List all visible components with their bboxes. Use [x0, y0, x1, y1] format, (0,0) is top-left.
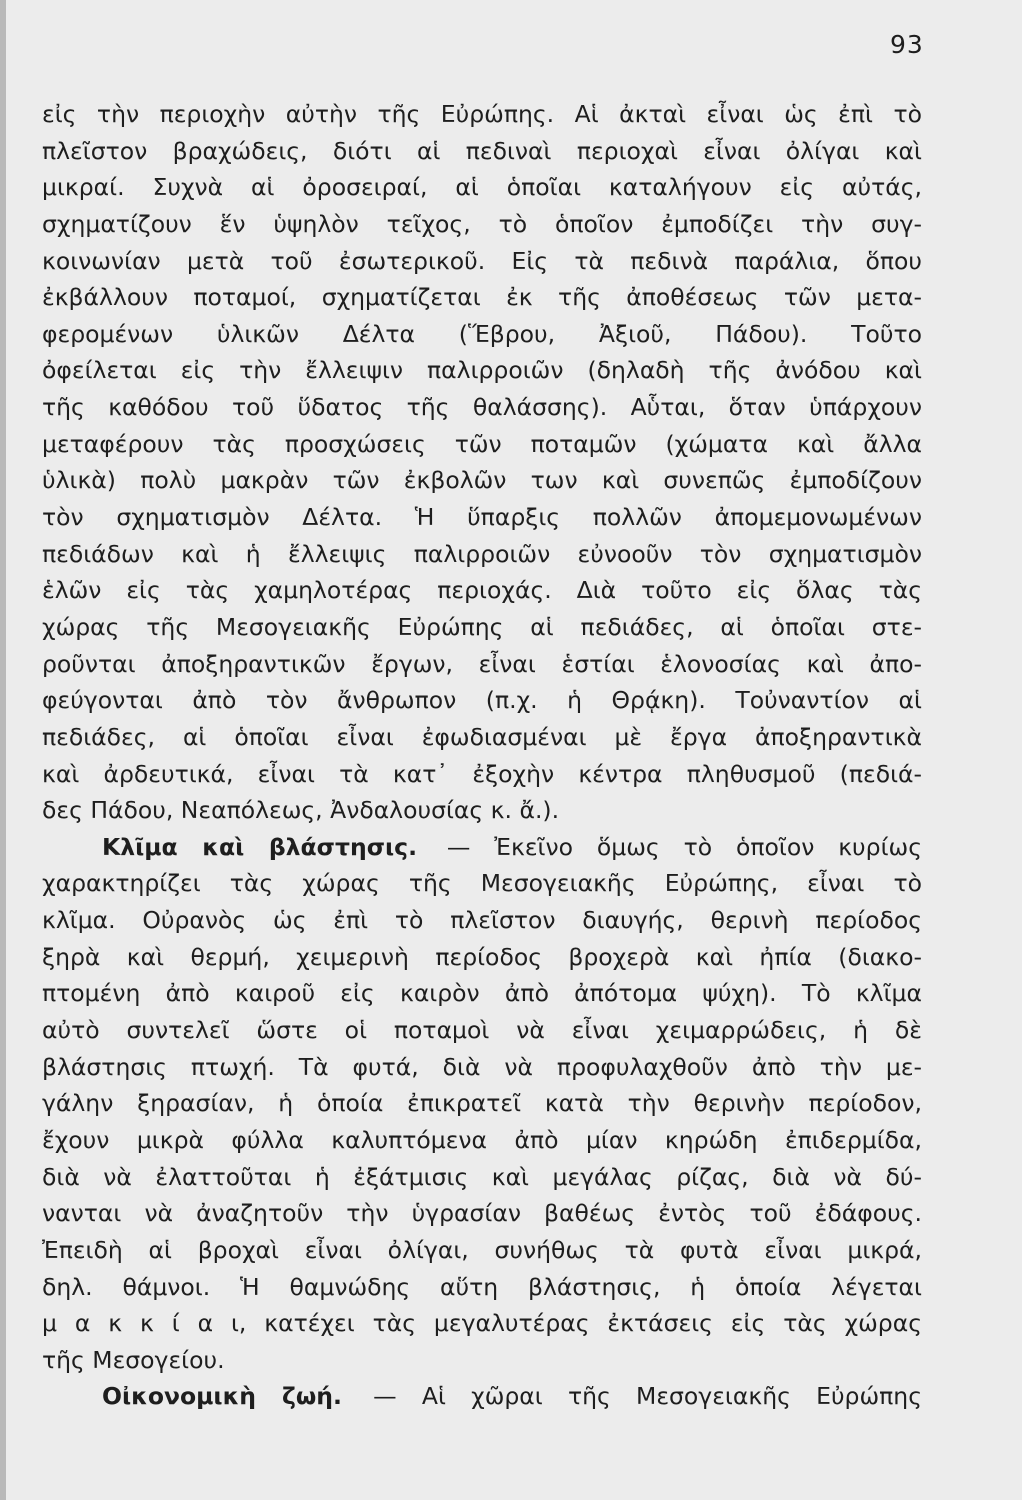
section-heading-climate: Κλῖμα καὶ βλάστησις.: [102, 832, 418, 861]
text-line-rest: — Αἱ χῶραι τῆς Μεσογειακῆς Εὐρώπης: [373, 1382, 922, 1411]
text-line: μικραί. Συχνὰ αἱ ὀροσειραί, αἱ ὁποῖαι καταλήγουν εἰς αὐτάς,: [42, 173, 922, 202]
text-line: τῆς Μεσογείου.: [42, 1345, 225, 1374]
section-heading-economy: Οἰκονομικὴ ζωή.: [102, 1382, 342, 1411]
body-text: [42, 96, 922, 1415]
text-line: κλῖμα. Οὐρανὸς ὡς ἐπὶ τὸ πλεῖστον διαυγής, θερινὴ περίοδος: [42, 906, 922, 935]
text-line: διὰ νὰ ἐλαττοῦται ἡ ἐξάτμισις καὶ μεγάλας ρίζας, διὰ νὰ δύ-: [42, 1162, 922, 1191]
text-line: γάλην ξηρασίαν, ἡ ὁποία ἐπικρατεῖ κατὰ τὴν θερινὴν περίοδον,: [42, 1089, 922, 1118]
text-line: εἰς τὴν περιοχὴν αὐτὴν τῆς Εὐρώπης. Αἱ ἀκταὶ εἶναι ὡς ἐπὶ τὸ: [42, 100, 922, 128]
text-line: πεδιάδων καὶ ἡ ἔλλειψις παλιρροιῶν εὐνοοῦν τὸν σχηματισμὸν: [42, 539, 922, 568]
text-line: μεταφέρουν τὰς προσχώσεις τῶν ποταμῶν (χώματα καὶ ἄλλα: [42, 429, 922, 458]
text-line: καὶ ἀρδευτικά, εἶναι τὰ κατ᾽ ἐξοχὴν κέντρα πληθυσμοῦ (πεδιά-: [42, 759, 922, 788]
text-line: πεδιάδες, αἱ ὁποῖαι εἶναι ἐφωδιασμέναι μὲ ἔργα ἀποξηραντικὰ: [42, 722, 922, 751]
section-heading-line: [42, 829, 922, 866]
text-line: ἑλῶν εἰς τὰς χαμηλοτέρας περιοχάς. Διὰ τοῦτο εἰς ὅλας τὰς: [42, 576, 922, 605]
text-line: ἐκβάλλουν ποταμοί, σχηματίζεται ἐκ τῆς ἀποθέσεως τῶν μετα-: [42, 283, 922, 312]
text-line: βλάστησις πτωχή. Τὰ φυτά, διὰ νὰ προφυλαχθοῦν ἀπὸ τὴν με-: [42, 1052, 922, 1081]
text-line: δηλ. θάμνοι. Ἡ θαμνώδης αὕτη βλάστησις, ἡ ὁποία λέγεται: [42, 1272, 922, 1301]
text-line: ροῦνται ἀποξηραντικῶν ἔργων, εἶναι ἑστίαι ἑλονοσίας καὶ ἀπο-: [42, 649, 922, 678]
text-line: δες Πάδου, Νεαπόλεως, Ἀνδαλουσίας κ. ἄ.).: [42, 796, 560, 825]
text-line: φεύγονται ἀπὸ τὸν ἄνθρωπον (π.χ. ἡ Θρᾴκη). Τοὐναντίον αἱ: [42, 686, 922, 715]
text-line: πλεῖστον βραχώδεις, διότι αἱ πεδιναὶ περιοχαὶ εἶναι ὀλίγαι καὶ: [42, 136, 922, 165]
text-line: ὀφείλεται εἰς τὴν ἔλλειψιν παλιρροιῶν (δηλαδὴ τῆς ἀνόδου καὶ: [42, 356, 922, 385]
text-line: ξηρὰ καὶ θερμή, χειμερινὴ περίοδος βροχερὰ καὶ ἠπία (διακο-: [42, 942, 922, 971]
text-line: Ἐπειδὴ αἱ βροχαὶ εἶναι ὀλίγαι, συνήθως τὰ φυτὰ εἶναι μικρά,: [42, 1235, 922, 1264]
text-line: ἔχουν μικρὰ φύλλα καλυπτόμενα ἀπὸ μίαν κηρώδη ἐπιδερμίδα,: [42, 1125, 922, 1154]
text-line: χώρας τῆς Μεσογειακῆς Εὐρώπης αἱ πεδιάδες, αἱ ὁποῖαι στε-: [42, 612, 922, 641]
text-line-rest: — Ἐκεῖνο ὅμως τὸ ὁποῖον κυρίως: [446, 832, 922, 861]
text-line: ὑλικὰ) πολὺ μακρὰν τῶν ἐκβολῶν των καὶ συνεπῶς ἐμποδίζουν: [42, 466, 922, 495]
text-line: φερομένων ὑλικῶν Δέλτα (Ἕβρου, Ἀξιοῦ, Πάδου). Τοῦτο: [42, 319, 922, 348]
text-line: σχηματίζουν ἕν ὑψηλὸν τεῖχος, τὸ ὁποῖον ἐμποδίζει τὴν συγ-: [42, 209, 922, 238]
text-line: μ α κ κ ί α ι, κατέχει τὰς μεγαλυτέρας ἐκτάσεις εἰς τὰς χώρας: [42, 1309, 922, 1338]
text-line: τῆς καθόδου τοῦ ὕδατος τῆς θαλάσσης). Αὗται, ὅταν ὑπάρχουν: [42, 393, 922, 422]
text-line: κοινωνίαν μετὰ τοῦ ἐσωτερικοῦ. Εἰς τὰ πεδινὰ παράλια, ὅπου: [42, 246, 922, 275]
text-line: πτομένη ἀπὸ καιροῦ εἰς καιρὸν ἀπὸ ἀπότομα ψύχη). Τὸ κλῖμα: [42, 979, 922, 1008]
text-line: νανται νὰ ἀναζητοῦν τὴν ὑγρασίαν βαθέως ἐντὸς τοῦ ἐδάφους.: [42, 1199, 922, 1228]
page-number: 93: [890, 30, 924, 59]
text-line: αὐτὸ συντελεῖ ὥστε οἱ ποταμοὶ νὰ εἶναι χειμαρρώδεις, ἡ δὲ: [42, 1016, 922, 1045]
text-line: τὸν σχηματισμὸν Δέλτα. Ἡ ὕπαρξις πολλῶν ἀπομεμονωμένων: [42, 503, 922, 532]
section-heading-line: [42, 1378, 922, 1415]
text-line: χαρακτηρίζει τὰς χώρας τῆς Μεσογειακῆς Εὐρώπης, εἶναι τὸ: [42, 869, 922, 898]
